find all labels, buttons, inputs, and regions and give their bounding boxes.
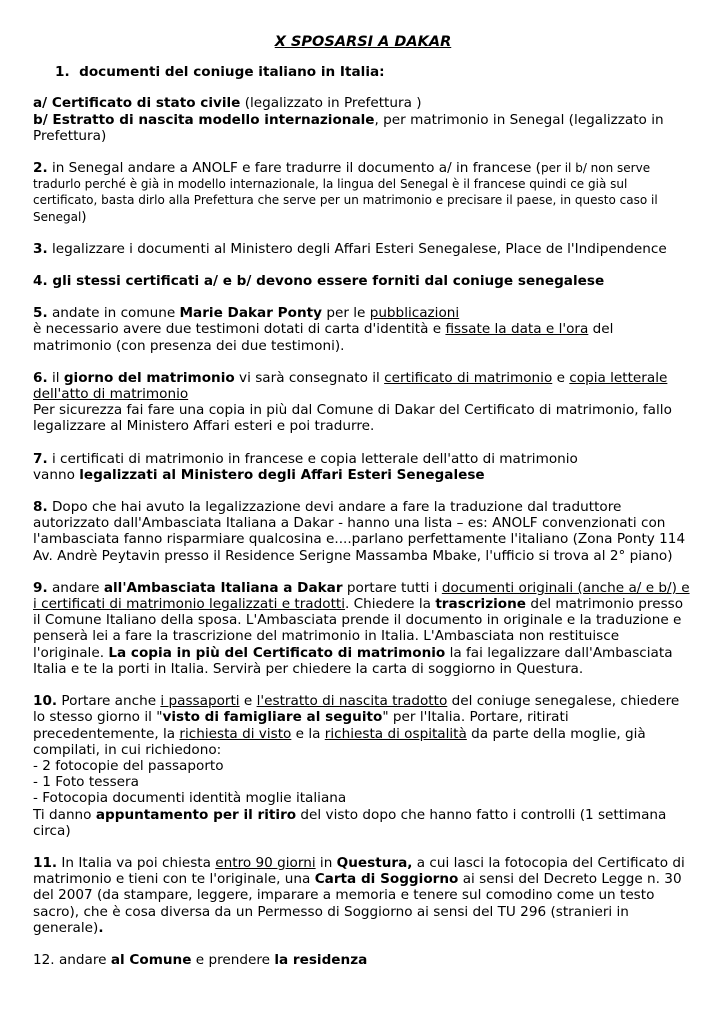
section-5-bold-1: Marie Dakar Ponty [179, 305, 322, 322]
list-item: - 2 fotocopie del passaporto [33, 757, 224, 774]
section-2-text: in Senegal andare a ANOLF e fare tradurre il documento a/ in francese ( [47, 160, 541, 177]
section-9-bold-3: La copia in più del Certificato di matrimonio [108, 644, 446, 661]
certificate-b [33, 112, 693, 144]
section-10-text-8: del visto dopo che hanno fatto i controlli (1 settimana circa) [33, 806, 667, 839]
document-page [33, 34, 693, 984]
section-11-underline-1: entro 90 giorni [215, 854, 316, 871]
list-item: - 1 Foto tessera [33, 774, 139, 791]
section-3-number: 3. [33, 240, 48, 257]
section-6-underline-1: certificato di matrimonio [384, 369, 553, 386]
section-7-bold-1: legalizzati al Ministero degli Affari Esteri Senegalese [79, 466, 485, 483]
section-9-bold-2: trascrizione [435, 596, 527, 613]
section-9-bold-1: all'Ambasciata Italiana a Dakar [103, 579, 343, 596]
certificate-a-label: a/ Certificato di stato civile [33, 95, 241, 112]
section-6-text-2: vi sarà consegnato il [234, 369, 385, 386]
section-12 [33, 952, 693, 968]
section-9-number: 9. [33, 579, 48, 596]
section-10-underline-3: richiesta di visto [179, 725, 292, 742]
section-1-number: 1. [55, 64, 70, 81]
section-10-underline-4: richiesta di ospitalità [324, 725, 467, 742]
document-title: X SPOSARSI A DAKAR [274, 34, 452, 50]
section-12-bold-1: al Comune [110, 951, 192, 968]
section-8-number: 8. [33, 499, 48, 516]
section-4 [33, 273, 693, 289]
section-1-heading [55, 64, 693, 80]
certificates-list [33, 95, 693, 144]
section-5-underline-1: pubblicazioni [369, 305, 460, 322]
section-5-underline-2: fissate la data e l'ora [445, 321, 589, 338]
section-10-text-2: e [239, 693, 257, 710]
certificate-b-note: , per matrimonio in Senegal (legalizzato in Prefettura) [33, 111, 664, 144]
section-9-text-3: . Chiedere la [345, 596, 436, 613]
section-12-text-1: 12. andare [33, 951, 111, 968]
section-10-bold-1: visto di famigliare al seguito [162, 709, 383, 726]
section-4-text: 4. gli stessi certificati a/ e b/ devono essere forniti dal coniuge senegalese [33, 273, 605, 290]
section-5-text-1: andate in comune [47, 305, 180, 322]
section-10-text-3: del coniuge senegalese, chiedere lo stesso giorno il " [33, 693, 680, 726]
section-5-text-4: del matrimonio (con presenza dei due testimoni). [33, 321, 614, 354]
section-5-text-2: per le [322, 305, 370, 322]
section-9-text-5: la fai legalizzare dall'Ambasciata Italia e te la porti in Italia. Servirà per chiedere la carta di soggiorno in Questura. [33, 644, 673, 677]
section-10-bold-2: appuntamento per il ritiro [95, 806, 297, 823]
section-12-bold-2: la residenza [274, 951, 368, 968]
section-9-underline-1: documenti originali (anche a/ e b/) e i certificati di matrimonio legalizzati e tradotti [33, 579, 690, 613]
section-11-text-2: in [315, 854, 337, 871]
section-10-outro [33, 807, 693, 839]
section-5-line-2 [33, 321, 693, 353]
section-3-text: legalizzare i documenti al Ministero degli Affari Esteri Senegalese, Place de l'Indipendence [47, 240, 667, 257]
section-2-close: ) [81, 208, 87, 225]
section-9 [33, 580, 693, 677]
section-5 [33, 305, 693, 354]
section-12-text-2: e prendere [191, 951, 275, 968]
section-6-number: 6. [33, 369, 48, 386]
section-8-text: Dopo che hai avuto la legalizzazione devi andare a fare la traduzione dal traduttore autorizzato dall'Ambasciata Italiana a Dakar - hanno una lista – es: ANOLF convenzionati con l'ambasciata fanno risparmiare qualcosina e....parlano perfettamente l'italiano (Zona Ponty 114 Av. Andrè Peytavin presso il Residence Serigne Massamba Mbake, l'ufficio si trova al 2° piano) [33, 499, 686, 564]
section-10-number: 10. [33, 693, 58, 710]
section-6-text-1: il [47, 369, 64, 386]
section-10-text-7: Ti danno [33, 806, 96, 823]
section-6-bold-1: giorno del matrimonio [63, 369, 235, 386]
section-9-text-1: andare [47, 579, 104, 596]
section-6 [33, 370, 693, 435]
section-3 [33, 241, 693, 257]
section-2 [33, 160, 693, 225]
section-10-text-1: Portare anche [57, 693, 161, 710]
certificate-a-note: (legalizzato in Prefettura ) [240, 95, 422, 112]
section-11-bold-3: . [98, 919, 104, 936]
section-11-text-4: ai sensi del Decreto Legge n. 30 del 2007 (da stampare, leggere, imparare a memoria e tenere sul comodino come un testo sacro), che è cosa diversa da un Permesso di Soggiorno ai sensi del TU 296 (stranieri in generale) [33, 871, 682, 936]
section-7 [33, 451, 693, 483]
section-11-text-3: a cui lasci la fotocopia del Certificato di matrimonio e tieni con te l'originale, una [33, 854, 685, 888]
section-11-bold-1: Questura, [336, 854, 413, 871]
section-11 [33, 855, 693, 936]
section-11-bold-2: Carta di Soggiorno [314, 871, 459, 888]
list-item: - Fotocopia documenti identità moglie italiana [33, 790, 347, 807]
section-2-number: 2. [33, 160, 48, 177]
section-2-note: per il b/ non serve tradurlo perché è già in modello internazionale, la lingua del Senegal è il francese quindi ce già sul certificato, basta dirlo alla Prefettura che serve per un matrimonio e precisare il paese, in questo caso il Senegal [33, 161, 658, 224]
section-6-line-1 [33, 370, 693, 402]
section-10-underline-2: l'estratto di nascita tradotto [256, 693, 448, 710]
section-6-text-3: e [552, 369, 570, 386]
section-6-underline-2: copia letterale dell'atto di matrimonio [33, 369, 668, 403]
section-10-text-5: e la [291, 725, 325, 742]
section-7-number: 7. [33, 450, 48, 467]
section-11-number: 11. [33, 854, 58, 871]
section-11-text-1: In Italia va poi chiesta [57, 854, 216, 871]
section-7-line-1 [33, 451, 693, 467]
section-10 [33, 693, 693, 839]
section-6-line-2: Per sicurezza fai fare una copia in più dal Comune di Dakar del Certificato di matrimonio, fallo legalizzare al Ministero Affari esteri e poi tradurre. [33, 402, 672, 435]
certificate-b-label: b/ Estratto di nascita modello internazionale [33, 111, 375, 128]
section-7-text-1: i certificati di matrimonio in francese e copia letterale dell'atto di matrimonio [47, 450, 578, 467]
section-7-text-2: vanno [33, 466, 80, 483]
section-10-text-4: " per l'Italia. Portare, ritirati precedentemente, la [33, 709, 569, 742]
section-1-text: documenti del coniuge italiano in Italia: [79, 64, 385, 81]
section-9-text-4: del matrimonio presso il Comune Italiano della sposa. L'Ambasciata prende il documento in originale e la traduzione e penserà lei a fare la trascrizione del matrimonio in Italia. L'Ambasciata non restituisce l'originale. [33, 596, 684, 661]
section-8 [33, 499, 693, 564]
section-7-line-2 [33, 467, 693, 483]
section-10-intro [33, 693, 693, 758]
section-5-text-3: è necessario avere due testimoni dotati di carta d'identità e [33, 321, 446, 338]
section-9-text-2: portare tutti i [342, 579, 442, 596]
section-10-text-6: da parte della moglie, già compilati, in cui richiedono: [33, 725, 646, 758]
section-5-number: 5. [33, 305, 48, 322]
section-10-underline-1: i passaporti [160, 693, 240, 710]
certificate-a [33, 95, 693, 111]
section-5-line-1 [33, 305, 693, 321]
